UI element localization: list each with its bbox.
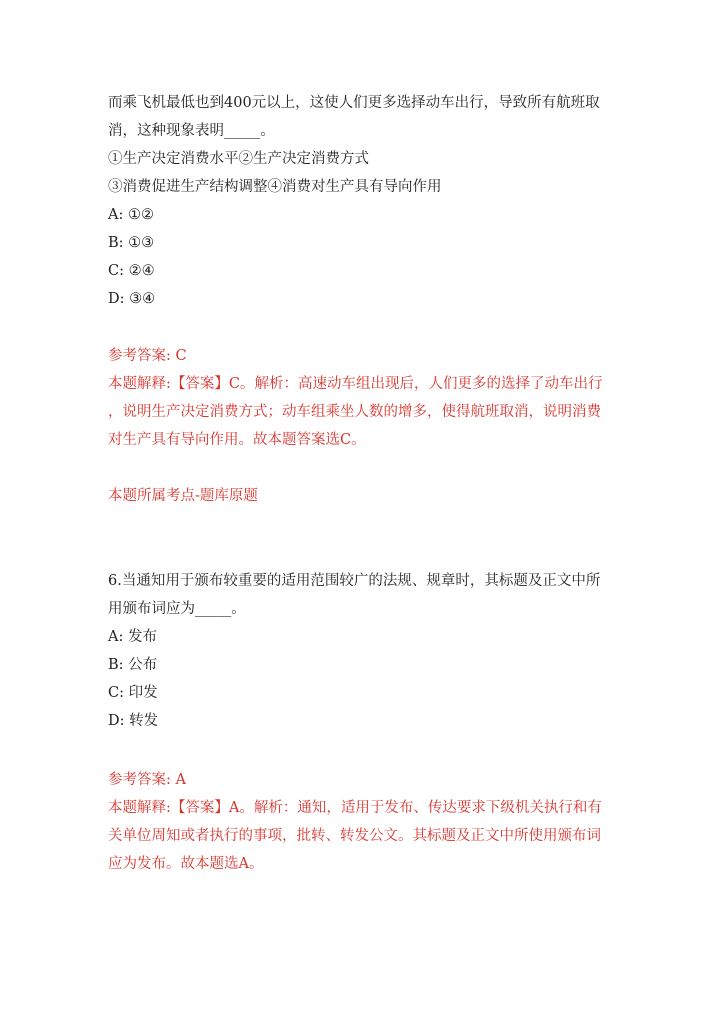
q5-explanation-line-1: 本题解释:【答案】C。解析：高速动车组出现后，人们更多的选择了动车出行: [108, 376, 603, 392]
q6-stem-line-1: 6.当通知用于颁布较重要的适用范围较广的法规、规章时，其标题及正文中所: [108, 573, 601, 589]
q5-explanation-line-2: ，说明生产决定消费方式；动车组乘坐人数的增多，使得航班取消，说明消费: [108, 404, 601, 420]
q5-category: 本题所属考点-题库原题: [108, 488, 258, 504]
q5-option-c: C: ②④: [108, 263, 155, 279]
q5-stem-line-2: 消，这种现象表明_____。: [108, 123, 275, 139]
q5-option-d: D: ③④: [108, 291, 156, 307]
q6-option-a: A: 发布: [108, 629, 157, 645]
q6-explanation-line-1: 本题解释:【答案】A。解析：通知，适用于发布、传达要求下级机关执行和有: [108, 800, 602, 816]
q5-statement-1: ①生产决定消费水平②生产决定消费方式: [108, 151, 369, 167]
q6-explanation-line-2: 关单位周知或者执行的事项，批转、转发公文。其标题及正文中所使用颁布词: [108, 828, 601, 844]
q5-option-b: B: ①③: [108, 235, 155, 251]
q6-stem-line-2: 用颁布词应为_____。: [108, 601, 246, 617]
q6-answer: 参考答案: A: [108, 772, 186, 788]
q5-statement-2: ③消费促进生产结构调整④消费对生产具有导向作用: [108, 179, 442, 195]
q5-option-a: A: ①②: [108, 207, 154, 223]
q5-answer: 参考答案: C: [108, 348, 187, 364]
q6-option-b: B: 公布: [108, 657, 158, 673]
q6-option-c: C: 印发: [108, 685, 158, 701]
q5-stem-line-1: 而乘飞机最低也到400元以上，这使人们更多选择动车出行，导致所有航班取: [108, 95, 600, 111]
q5-explanation-line-3: 对生产具有导向作用。故本题答案选C。: [108, 432, 366, 448]
q6-option-d: D: 转发: [108, 713, 159, 729]
q6-explanation-line-3: 应为发布。故本题选A。: [108, 856, 264, 872]
document-page: [108, 0, 628, 1018]
